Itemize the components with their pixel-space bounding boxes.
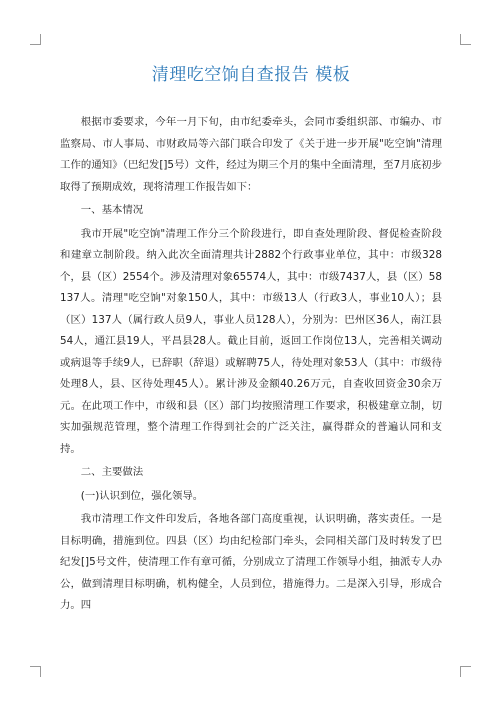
intro-paragraph: 根据市委要求，今年一月下旬，由市纪委牵头，会同市委组织部、市编办、市监察局、市人事局、市财政局等六部门联合印发了《关于进一步开展"吃空饷"清理工作的通知》（巴纪发[]5号）文件，经过为期三个月的集中全面清理，至7月底初步取得了预期成效，现将清理工作报告如下： [60,116,442,193]
subsection-heading-leadership: (一)认识到位，强化领导。 [80,489,204,502]
section-heading-main-practices: 二、主要做法 [80,466,144,478]
crop-mark-top-right [460,34,471,45]
document-page [60,64,442,617]
crop-mark-bottom-right [460,666,471,677]
leadership-paragraph: 我市清理工作文件印发后，各地各部门高度重视，认识明确，落实责任。一是目标明确，措施到位。四县（区）均由纪检部门牵头，会同相关部门及时转发了巴纪发[]5号文件，使清理工作有章可循，分别成立了清理工作领导小组，抽派专人办公，做到清理目标明确，机构健全，人员到位，措施得力。二是深入引导，形成合力。四 [60,513,442,611]
crop-mark-bottom-left [30,666,41,677]
basic-situation-paragraph: 我市开展"吃空饷"清理工作分三个阶段进行，即自查处理阶段、督促检查阶段和建章立制阶段。纳入此次全面清理共计2882个行政事业单位，其中：市级328个，县（区）2554个。涉及清理对象65574人，其中：市级7437人，县（区）58137人。清理"吃空饷"对象150人，其中：市级13人（行政3人，事业10人）；县（区）137人（属行政人员9人，事业人员128人），分别为：巴州区36人，南江县54人，通江县19人，平昌县28人。截止目前，返回工作岗位13人，完善相关调动或病退等手续9人，已辞职（辞退）或解聘75人，待处理对象53人（其中：市级待处理8人，县、区待处理45人）。累计涉及金额40.26万元，自查收回资金30余万元。在此项工作中，市级和县（区）部门均按照清理工作要求，积极建章立制，切实加强规范管理，整个清理工作得到社会的广泛关注，赢得群众的普遍认同和支持。 [60,227,442,455]
crop-mark-top-left [30,34,41,45]
section-heading-basic-situation: 一、基本情况 [80,204,144,216]
document-title: 清理吃空饷自查报告 模板 [151,65,351,85]
